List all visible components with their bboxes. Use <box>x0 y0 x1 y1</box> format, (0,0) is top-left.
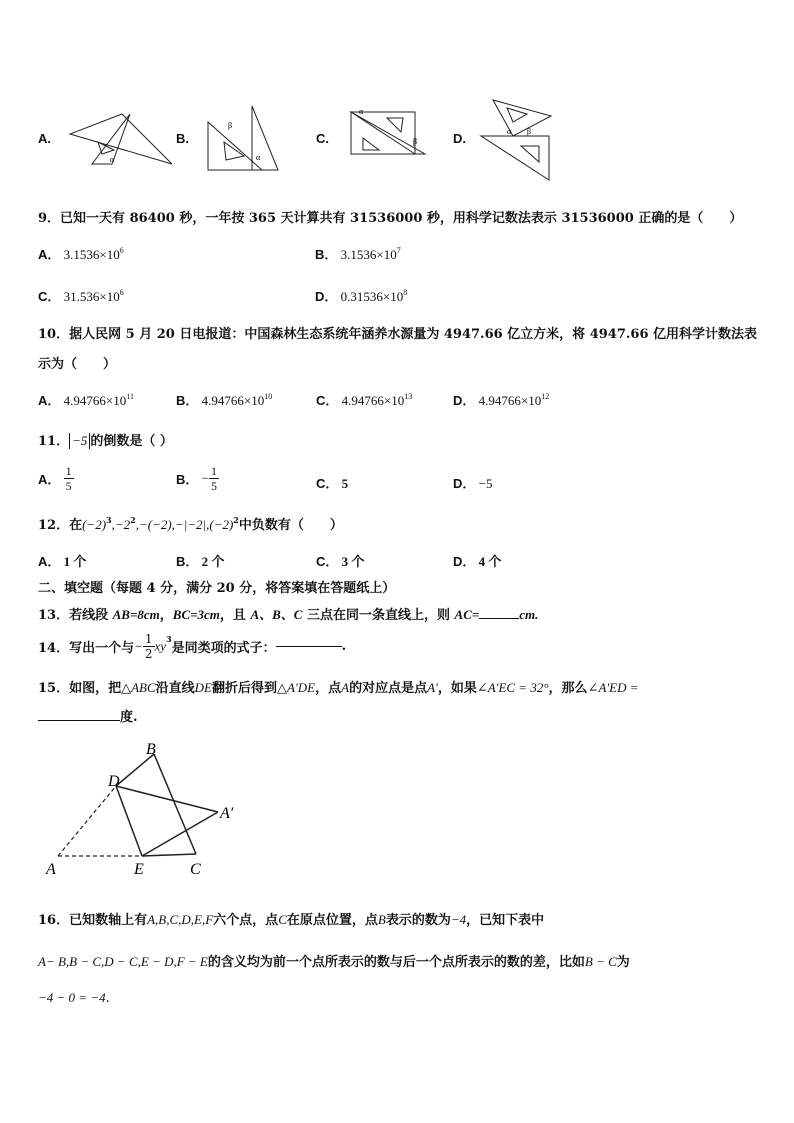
q8-a-alpha: α <box>110 155 115 164</box>
q9-option-a[interactable]: A． $3.1536\times 10^6$ <box>38 246 124 262</box>
q10-option-c[interactable]: C． $4.94766\times 10^{13}$ <box>316 392 413 408</box>
q9-option-b[interactable]: B． $3.1536\times 10^7$ <box>315 246 401 262</box>
q16-stem-line3: −4 − 0 = −4. <box>38 990 110 1006</box>
q8-d-alpha: α <box>507 127 512 136</box>
q9-option-c[interactable]: C． $31.536\times 10^6$ <box>38 288 124 304</box>
q10-option-b[interactable]: B． $4.94766\times 10^{10}$ <box>176 392 273 408</box>
q11-option-d[interactable]: D． −5 <box>453 476 493 491</box>
q8-c-beta: β <box>413 137 418 146</box>
q10-option-a[interactable]: A． $4.94766\times 10^{11}$ <box>38 392 134 408</box>
q9-stem: 9．已知一天有 86400 秒，一年按 365 天计算共有 31536000 秒，用科学记数法表示 31536000 正确的是（ ） <box>38 211 743 226</box>
q15-fig-label-d: D <box>108 773 120 790</box>
q12-option-a[interactable]: A． 1 个 <box>38 554 87 569</box>
q16-stem-line2: A− B,B − C,D − C,E − D,F − E的含义均为前一个点所表示的数与后一个点所表示的数的差，比如B − C为 <box>38 954 630 970</box>
q13-stem: 13．若线段 AB=8cm，BC=3cm，且 A、B、C 三点在同一条直线上，则 AC= cm. <box>38 607 539 623</box>
q8-option-a-figure <box>62 106 174 176</box>
q12-stem: 12．在$(-2)^3,-2^2,-(-2),-|-2|,(-2)^2$中负数有（ ） <box>38 515 343 533</box>
q10-stem-line1: 10．据人民网 5 月 20 日电报道：中国森林生态系统年涵养水源量为 4947.66 亿立方米，将 4947.66 亿用科学计数法表 <box>38 327 758 342</box>
q8-b-beta: β <box>228 121 233 130</box>
q14-answer-blank[interactable] <box>276 646 342 647</box>
q8-d-beta: β <box>527 127 532 136</box>
q15-fig-label-e: E <box>134 861 144 878</box>
q11-option-a[interactable]: A． $\frac{1}{5}$ <box>38 464 72 493</box>
section-title: 二、填空题（每题 4 分，满分 20 分，将答案填在答题纸上） <box>38 581 396 596</box>
q11-option-c[interactable]: C． 5 <box>316 476 349 491</box>
q15-figure <box>38 734 250 880</box>
q8-option-d-figure <box>477 96 553 184</box>
q15-fig-label-c: C <box>190 861 201 878</box>
q10-option-d[interactable]: D． $4.94766\times 10^{12}$ <box>453 392 550 408</box>
q11-option-b[interactable]: B． − $\frac{1}{5}$ <box>176 464 217 493</box>
q14-stem: 14．写出一个与− $\frac{1}{2}$ $xy^3$是同类项的式子： . <box>38 632 347 661</box>
q8-option-d-label: D. <box>453 131 466 146</box>
q8-option-c-figure <box>343 104 433 160</box>
q12-option-c[interactable]: C． 3 个 <box>316 554 365 569</box>
q8-b-alpha: α <box>256 153 261 162</box>
q8-option-c-label: C. <box>316 131 329 146</box>
q15-stem-line1: 15．如图，把△ABC沿直线DE翻折后得到△A'DE，点A的对应点是点A'，如果∠A'EC = 32°，那么∠A'ED = <box>38 680 639 696</box>
q13-answer-blank[interactable] <box>479 618 519 619</box>
q8-option-b-figure <box>200 102 282 174</box>
q15-fig-label-a-prime: A′ <box>220 805 234 822</box>
q16-stem-line1: 16．已知数轴上有A,B,C,D,E,F六个点，点C在原点位置，点B表示的数为−4，已知下表中 <box>38 912 545 928</box>
q8-option-b-label: B. <box>176 131 189 146</box>
q10-stem-line2: 示为（ ） <box>38 357 117 372</box>
q12-option-d[interactable]: D． 4 个 <box>453 554 502 569</box>
q8-c-alpha: α <box>359 107 364 116</box>
q15-fig-label-b: B <box>146 741 156 758</box>
q8-option-a-label: A. <box>38 131 51 146</box>
q11-abs-expr: −5 <box>69 433 90 449</box>
q11-stem: 11． −5 的倒数是（ ） <box>38 433 173 449</box>
q15-fig-label-a: A <box>46 861 56 878</box>
q9-option-d[interactable]: D． $0.31536\times 10^8$ <box>315 288 408 304</box>
q15-stem-line2: 度. <box>38 706 138 725</box>
q12-option-b[interactable]: B． 2 个 <box>176 554 225 569</box>
q15-answer-blank[interactable] <box>38 720 120 721</box>
